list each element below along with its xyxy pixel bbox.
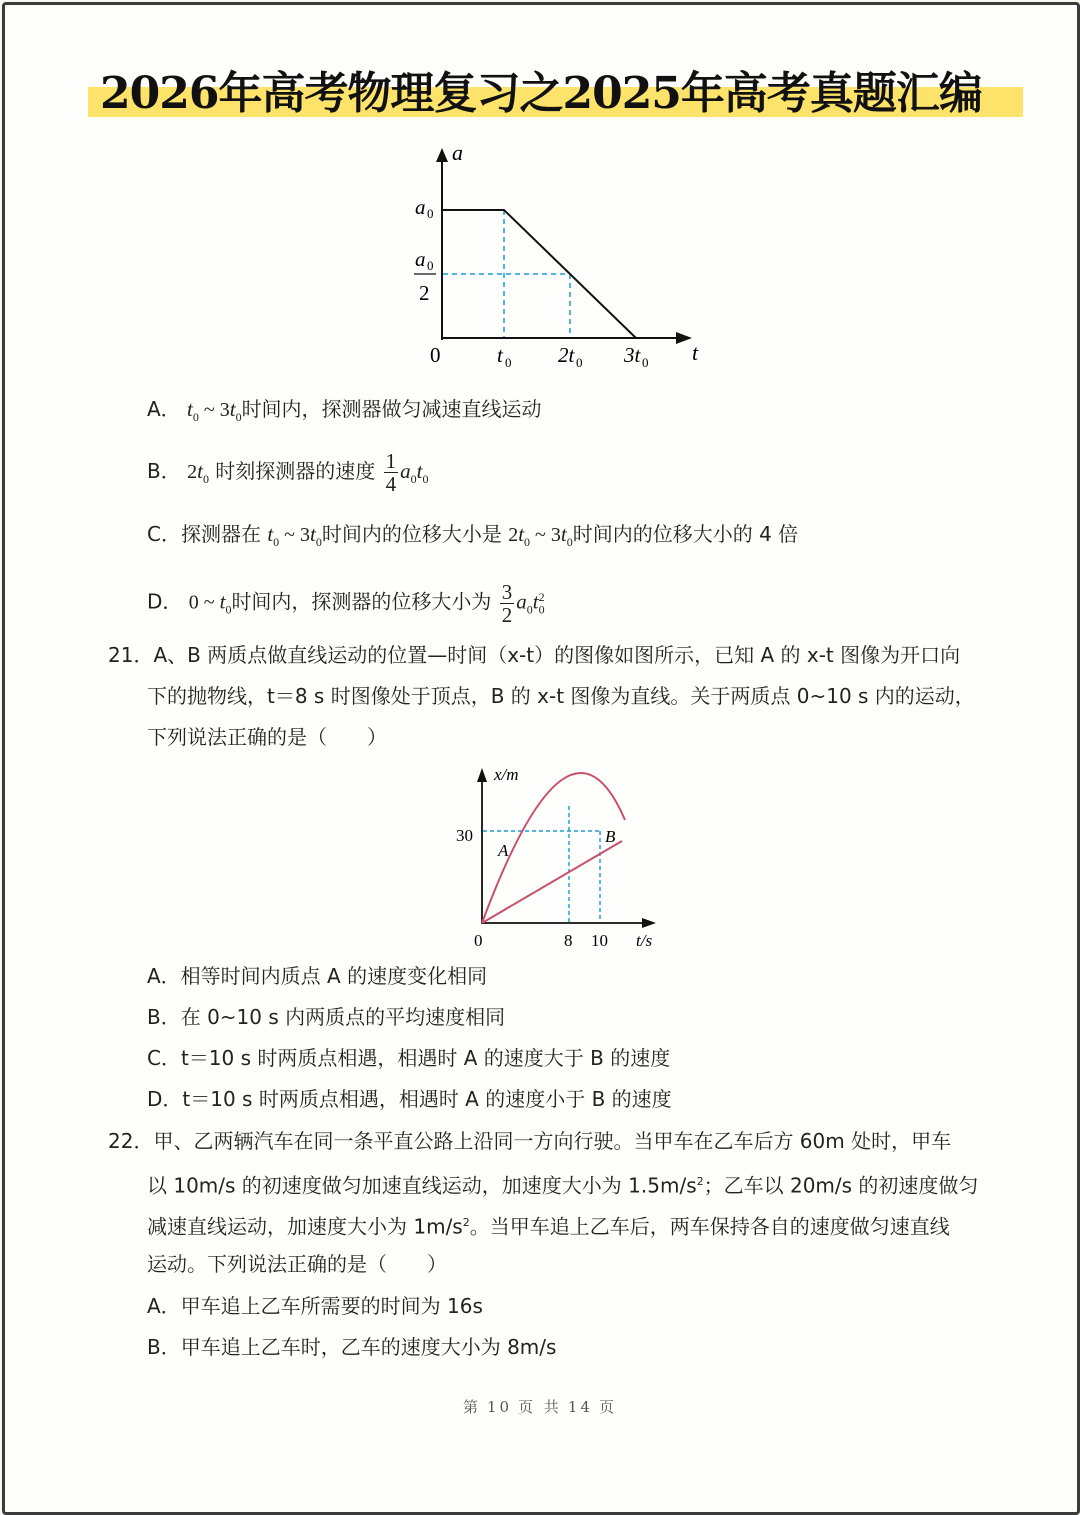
q22-stem-line3: 减速直线运动，加速度大小为 $1m/s^2$。当甲车追上乙车后，两车保持各自的速度做匀速直线 — [147, 1214, 950, 1239]
q21-option-a[interactable]: A．相等时间内质点 A 的速度变化相同 — [147, 964, 488, 988]
y-axis-label: a — [452, 140, 463, 165]
curve-A-label: A — [498, 841, 509, 860]
a0-sub: 0 — [427, 206, 434, 221]
q21-option-d[interactable]: D．t＝10 s 时两质点相遇，相遇时 A 的速度小于 B 的速度 — [147, 1087, 672, 1111]
fraction-three-halves: $\frac{3}{2}$ — [501, 579, 513, 627]
q22-stem-line1: 22．甲、乙两辆汽车在同一条平直公路上沿同一方向行驶。当甲车在乙车后方 60m 处时，甲车 — [108, 1129, 952, 1153]
q22-option-b[interactable]: B．甲车追上乙车时，乙车的速度大小为 8m/s — [147, 1335, 557, 1359]
a0-label: a — [415, 195, 426, 219]
q22-option-a[interactable]: A．甲车追上乙车所需要的时间为 16s — [147, 1294, 483, 1318]
page-title: 2026年高考物理复习之2025年高考真题汇编 — [100, 68, 982, 119]
x-axis-arrow — [642, 918, 656, 928]
q20-option-a[interactable]: A． $t_0$ ~ $3t_0$时间内，探测器做匀减速直线运动 — [147, 397, 542, 424]
total-pages: 14 — [567, 1398, 593, 1416]
q20-option-d[interactable]: D． 0 ~ $t_0$时间内，探测器的位移大小为 $\frac{3}{2}$ $a_0t_0^2$ — [147, 579, 545, 627]
half-a0-num-sub: 0 — [427, 258, 434, 273]
acceleration-time-figure — [400, 140, 720, 380]
q20-option-c[interactable]: C．探测器在 $t_0$ ~ $3t_0$时间内的位移大小是 $2t_0$ ~ $3t_0$时间内的位移大小的 4 倍 — [147, 522, 799, 549]
x-tick-8: 8 — [564, 931, 573, 950]
line-B-label: B — [605, 827, 616, 846]
half-a0-num: a — [415, 247, 426, 271]
current-page: 10 — [487, 1398, 513, 1416]
origin-label: 0 — [474, 931, 483, 950]
t0-label: t — [497, 343, 503, 367]
q20-option-b[interactable]: B． $2t_0$ 时刻探测器的速度 $\frac{1}{4}$ $a_0t_0$ — [147, 449, 429, 496]
title-block — [88, 55, 1023, 125]
x-axis-arrow — [676, 332, 692, 344]
y-tick-30: 30 — [456, 826, 473, 845]
2t0-label: 2t — [558, 343, 575, 367]
q22-stem-line2: 以 10m/s 的初速度做匀加速直线运动，加速度大小为 $1.5m/s^2$；乙车以 20m/s 的初速度做匀 — [147, 1173, 979, 1198]
t0-sub: 0 — [505, 355, 512, 370]
x-tick-10: 10 — [591, 931, 608, 950]
q21-stem-line3: 下列说法正确的是（ ） — [147, 725, 387, 749]
q21-stem-line2: 下的抛物线，t＝8 s 时图像处于顶点，B 的 x-t 图像为直线。关于两质点 0~10 s 内的运动， — [147, 684, 975, 708]
x-axis-label: t/s — [636, 931, 653, 950]
x-axis-label: t — [692, 340, 699, 365]
y-axis-arrow — [436, 148, 448, 162]
y-axis-label: x/m — [494, 765, 519, 784]
q21-option-b[interactable]: B．在 0~10 s 内两质点的平均速度相同 — [147, 1005, 506, 1029]
3t0-sub: 0 — [642, 355, 649, 370]
position-time-figure — [450, 760, 670, 955]
2t0-sub: 0 — [576, 355, 583, 370]
page-footer: 第 10 页 共 14 页 — [463, 1398, 617, 1416]
q21-option-c[interactable]: C．t＝10 s 时两质点相遇，相遇时 A 的速度大于 B 的速度 — [147, 1046, 671, 1070]
y-axis-arrow — [477, 768, 487, 782]
half-a0-den: 2 — [419, 281, 430, 305]
fraction-one-quarter: $\frac{1}{4}$ — [385, 449, 397, 496]
3t0-label: 3t — [624, 343, 641, 367]
q22-stem-line4: 运动。下列说法正确的是（ ） — [147, 1252, 447, 1276]
q21-stem-line1: 21．A、B 两质点做直线运动的位置—时间（x-t）的图像如图所示，已知 A 的 x-t 图像为开口向 — [108, 643, 961, 667]
origin-label: 0 — [430, 343, 441, 367]
